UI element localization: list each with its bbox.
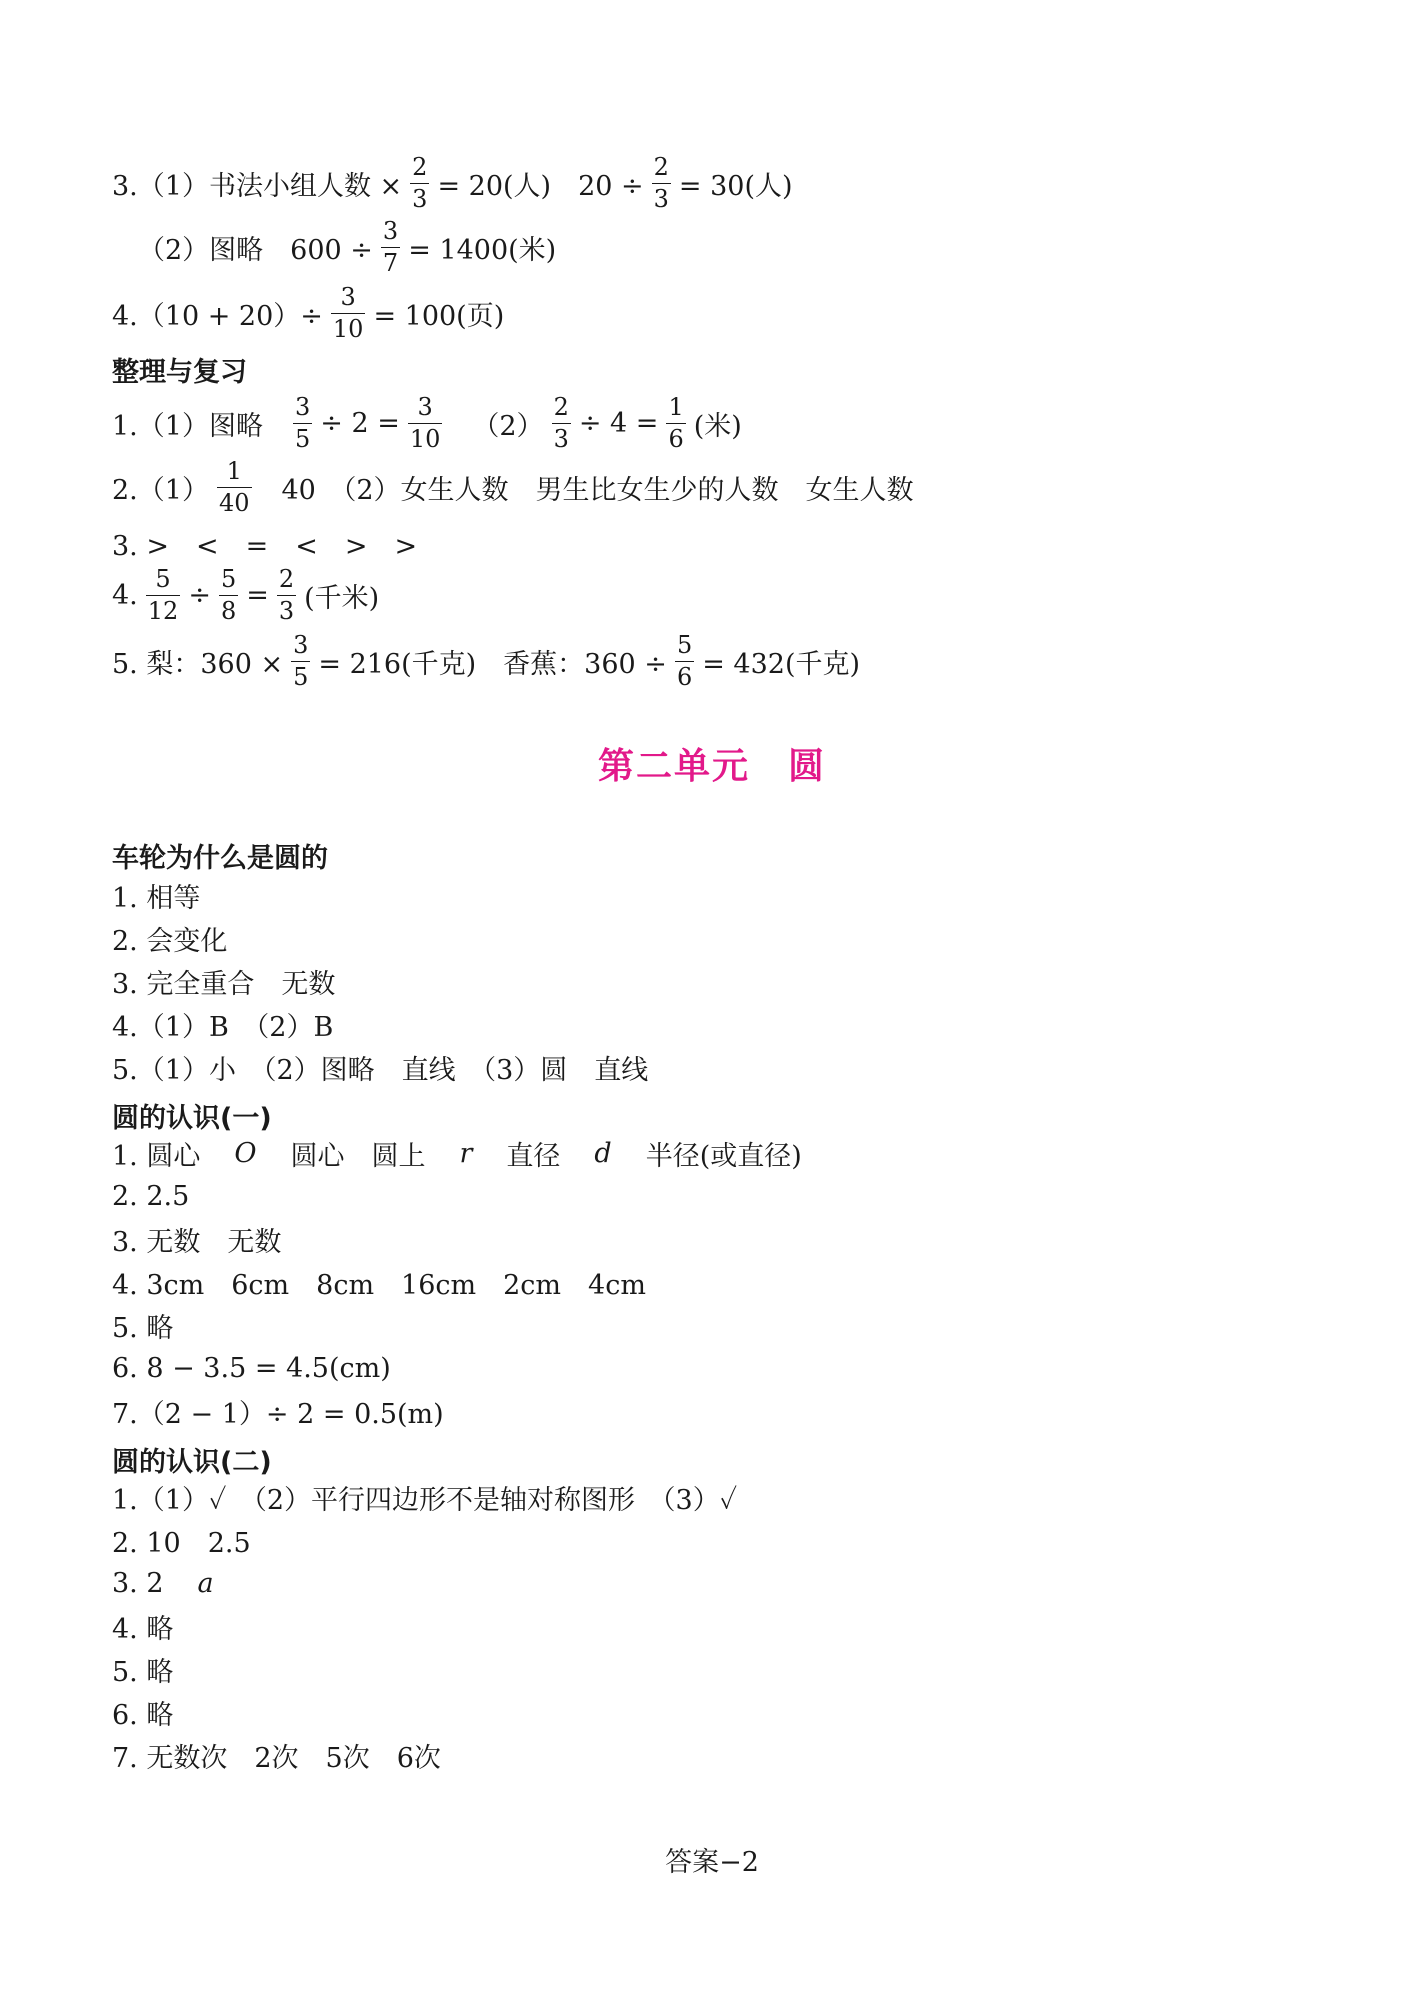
list-item: 6. 略 <box>112 1699 174 1731</box>
list-item: 5.（1）小 （2）图略 直线 （3）圆 直线 <box>112 1054 649 1086</box>
text: ÷ <box>188 579 211 611</box>
text: 1.（1）图略 <box>112 410 263 442</box>
fraction: $\frac{3}{10}$ <box>409 393 441 453</box>
fraction: $\frac{3}{7}$ <box>382 217 399 277</box>
text: r <box>459 1137 473 1169</box>
text: = 1400(米) <box>408 234 557 266</box>
list-item: 7. 无数次 2次 5次 6次 <box>112 1742 441 1774</box>
fraction: $\frac{2}{3}$ <box>412 153 428 213</box>
section-heading: 整理与复习 <box>112 357 247 388</box>
fraction: $\frac{1}{40}$ <box>218 457 250 517</box>
text: ÷ 4 = <box>578 407 659 439</box>
text: = 216(千克) 香蕉：360 ÷ <box>318 648 667 680</box>
text: （2） <box>472 410 544 442</box>
text: = 432(千克) <box>702 648 861 680</box>
list-item: 7.（2 − 1）÷ 2 = 0.5(m) <box>112 1398 444 1430</box>
fraction: $\frac{5}{6}$ <box>676 631 693 691</box>
text: 直径 <box>506 1140 561 1172</box>
text: ÷ 2 = <box>320 407 400 439</box>
list-item: 4. 3cm 6cm 8cm 16cm 2cm 4cm <box>112 1269 646 1301</box>
text: 3.（1）书法小组人数 × <box>112 170 403 202</box>
fraction: $\frac{5}{8}$ <box>220 565 237 625</box>
list-item: 5. 略 <box>112 1656 174 1688</box>
fraction: $\frac{5}{12}$ <box>147 565 179 625</box>
fraction: $\frac{3}{5}$ <box>294 393 311 453</box>
list-item: 2. 会变化 <box>112 925 228 957</box>
text: 1. 圆心 <box>112 1140 201 1172</box>
list-item: 1.（1）✓ （2）平行四边形不是轴对称图形 （3）✓ <box>112 1484 738 1516</box>
text: 3. > < = < > > <box>112 530 418 562</box>
fraction: $\frac{1}{6}$ <box>668 393 684 453</box>
review-answer-1 <box>112 390 742 456</box>
review-answer-5 <box>112 628 860 694</box>
fraction: $\frac{3}{10}$ <box>332 283 364 343</box>
page-number: 答案−2 <box>665 1847 759 1878</box>
text: 半径(或直径) <box>645 1140 802 1172</box>
text: O <box>234 1137 257 1169</box>
answer-4 <box>112 280 504 346</box>
list-item: 2. 10 2.5 <box>112 1527 251 1559</box>
text: 4. <box>112 579 138 611</box>
list-item <box>112 1120 802 1186</box>
text: a <box>197 1567 214 1599</box>
list-item: 3. 完全重合 无数 <box>112 968 336 1000</box>
list-item: 5. 略 <box>112 1312 174 1344</box>
text: d <box>594 1137 612 1169</box>
text: = <box>246 579 269 611</box>
text: = 100(页) <box>373 300 505 332</box>
text: 圆心 圆上 <box>290 1140 426 1172</box>
answer-3-1 <box>112 150 793 216</box>
fraction: $\frac{3}{5}$ <box>293 631 309 691</box>
text: 2.（1） <box>112 474 209 506</box>
text: = 30(人) <box>678 170 793 202</box>
section-heading: 圆的认识(一) <box>112 1103 272 1134</box>
review-answer-4 <box>112 562 379 628</box>
list-item: 1. 相等 <box>112 882 201 914</box>
list-item: 4. 略 <box>112 1613 174 1645</box>
text: 3. 2 <box>112 1567 164 1599</box>
text: (米) <box>693 410 742 442</box>
text: = 20(人) 20 ÷ <box>437 170 644 202</box>
section-heading: 车轮为什么是圆的 <box>112 843 328 874</box>
answer-3-2 <box>138 214 556 280</box>
fraction: $\frac{2}{3}$ <box>553 393 569 453</box>
list-item: 6. 8 − 3.5 = 4.5(cm) <box>112 1352 391 1384</box>
fraction: $\frac{2}{3}$ <box>278 565 295 625</box>
text: 4.（10 + 20）÷ <box>112 300 323 332</box>
list-item: 3. 无数 无数 <box>112 1226 282 1258</box>
text: (千米) <box>304 582 380 614</box>
section-heading: 圆的认识(二) <box>112 1447 272 1478</box>
fraction: $\frac{2}{3}$ <box>653 153 669 213</box>
text: （2）图略 600 ÷ <box>138 234 373 266</box>
text: 5. 梨：360 × <box>112 648 284 680</box>
list-item: 4.（1）B （2）B <box>112 1011 334 1043</box>
text: 40 （2）女生人数 男生比女生少的人数 女生人数 <box>281 474 914 506</box>
list-item: 2. 2.5 <box>112 1180 190 1212</box>
unit-title: 第二单元 圆 <box>597 746 826 787</box>
